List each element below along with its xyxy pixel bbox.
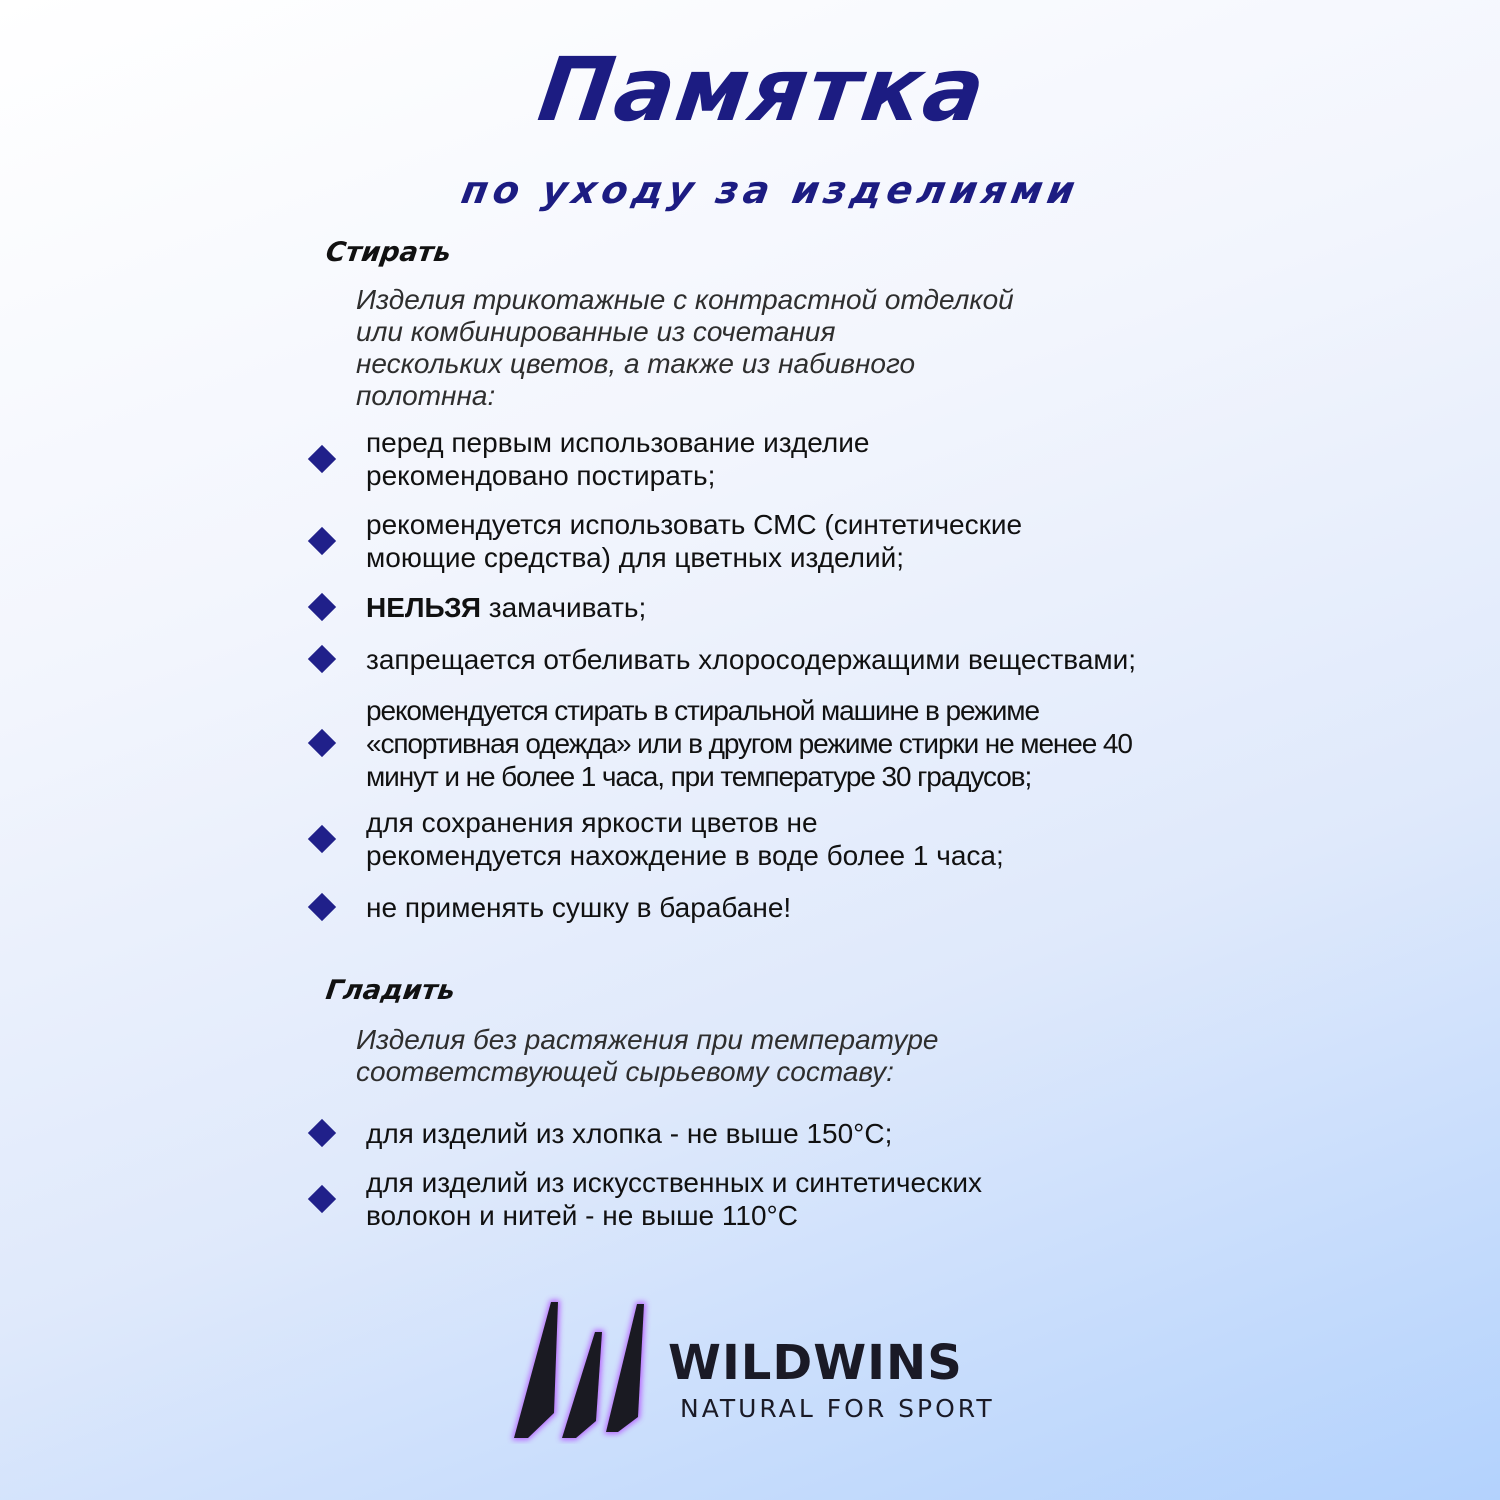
diamond-bullet-icon [308, 593, 336, 621]
wash-item-text: для сохранения яркости цветов не рекомендуется нахождение в воде более 1 часа; [366, 807, 1004, 871]
wash-item-text: не применять сушку в барабане! [366, 891, 792, 923]
page-subtitle: по уходу за изделиями [458, 168, 1084, 212]
iron-item [308, 1164, 1248, 1234]
wash-item-text: рекомендуется стирать в стиральной машине в режиме «спортивная одежда» или в другом режиме стирки не менее 40 минут и не более 1 часа, при температуре 30 градусов; [366, 694, 1132, 792]
diamond-bullet-icon [308, 527, 336, 555]
diamond-bullet-icon [308, 729, 336, 757]
diamond-bullet-icon [308, 825, 336, 853]
wash-item-emphasis: НЕЛЬЗЯ [366, 591, 481, 623]
wash-item [308, 872, 1248, 942]
iron-intro: Изделия без растяжения при температуре соответствующей сырьевому составу: [356, 1024, 939, 1087]
wash-item-text [366, 591, 646, 624]
section-heading-wash: Стирать [323, 237, 453, 268]
wash-item-text: запрещается отбеливать хлоросодержащими веществами; [366, 643, 1137, 675]
diamond-bullet-icon [308, 1119, 336, 1147]
brand-tagline: NATURAL FOR SPORT [680, 1394, 995, 1423]
iron-item-text: для изделий из хлопка - не выше 150°С; [366, 1117, 893, 1149]
wash-item [308, 804, 1248, 874]
iron-item-text: для изделий из искусственных и синтетических волокон и нитей - не выше 110°С [366, 1167, 982, 1231]
diamond-bullet-icon [308, 893, 336, 921]
brand-name: WILDWINS [668, 1335, 963, 1391]
page-title: Памятка [532, 38, 993, 141]
diamond-bullet-icon [308, 645, 336, 673]
wash-item [308, 424, 1248, 494]
wash-item-text: рекомендуется использовать СМС (синтетические моющие средства) для цветных изделий; [366, 509, 1023, 573]
wash-item-rest: замачивать; [480, 591, 647, 623]
wash-item [308, 624, 1248, 694]
diamond-bullet-icon [308, 445, 336, 473]
diamond-bullet-icon [308, 1185, 336, 1213]
iron-item [308, 1098, 1248, 1168]
wash-intro: Изделия трикотажные с контрастной отделкой или комбинированные из сочетания нескольких цветов, а также из набивного полотнна: [356, 284, 1014, 411]
wildwins-logo-icon [506, 1294, 656, 1444]
section-heading-iron: Гладить [323, 975, 457, 1006]
wash-item-text: перед первым использование изделие рекомендовано постирать; [366, 427, 870, 491]
wash-item [308, 694, 1248, 792]
wash-item [308, 506, 1248, 576]
